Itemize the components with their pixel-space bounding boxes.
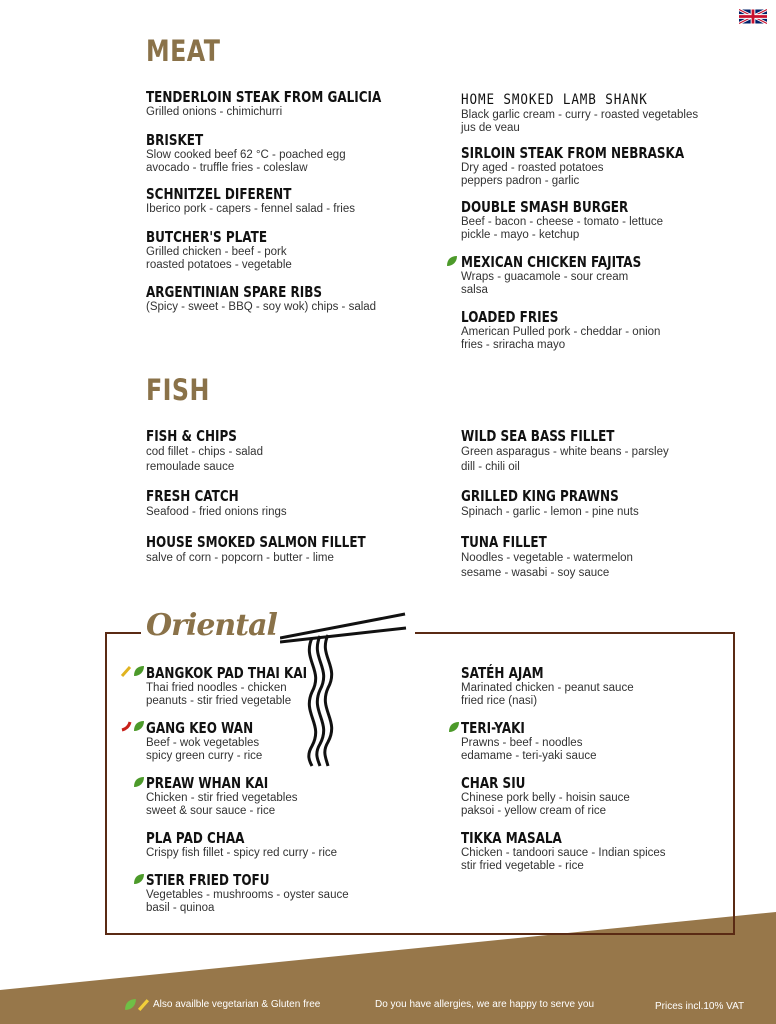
section-title-oriental: Oriental: [146, 608, 277, 643]
vegetarian-leaf-icon: [446, 255, 458, 267]
vegetarian-leaf-icon: [133, 665, 145, 677]
item-name: PREAW WHAN KAI: [146, 774, 269, 792]
item-name: STIER FRIED TOFU: [146, 871, 270, 889]
section-title-meat: MEAT: [146, 34, 221, 68]
item-desc: salve of corn - popcorn - butter - lime: [146, 552, 334, 564]
vegetarian-leaf-icon: [124, 998, 137, 1011]
menu-item: [146, 488, 456, 520]
item-name: HOME SMOKED LAMB SHANK: [461, 92, 648, 108]
menu-item: [146, 872, 456, 915]
menu-item: [146, 720, 456, 763]
item-name: CHAR SIU: [461, 774, 526, 792]
menu-item: [146, 284, 456, 314]
item-name: LOADED FRIES: [461, 308, 559, 326]
item-desc: Spinach - garlic - lemon - pine nuts: [461, 506, 639, 518]
menu-item: [146, 534, 456, 566]
vegetarian-leaf-icon: [133, 776, 145, 788]
menu-item: [146, 428, 456, 475]
item-desc: paksoi - yellow cream of rice: [461, 805, 607, 817]
item-name: SIRLOIN STEAK FROM NEBRASKA: [461, 144, 685, 162]
item-name: HOUSE SMOKED SALMON FILLET: [146, 533, 366, 551]
item-name: TERI-YAKI: [461, 719, 525, 737]
item-desc: Vegetables - mushrooms - oyster sauce: [146, 889, 349, 901]
item-name: SCHNITZEL DIFERENT: [146, 185, 292, 203]
item-desc: remoulade sauce: [146, 461, 235, 473]
item-desc: American Pulled pork - cheddar - onion: [461, 326, 661, 338]
item-name: MEXICAN CHICKEN FAJITAS: [461, 253, 642, 271]
item-desc: Black garlic cream - curry - roasted vegetables: [461, 109, 699, 121]
menu-item: [146, 775, 456, 818]
menu-item: [461, 830, 771, 873]
menu-item: [146, 665, 456, 708]
menu-item: [461, 488, 771, 520]
item-desc: Prawns - beef - noodles: [461, 737, 583, 749]
item-name: TENDERLOIN STEAK FROM GALICIA: [146, 88, 382, 106]
menu-item: [146, 89, 456, 119]
item-desc: pickle - mayo - ketchup: [461, 229, 580, 241]
item-desc: Green asparagus - white beans - parsley: [461, 446, 669, 458]
item-desc: Seafood - fried onions rings: [146, 506, 287, 518]
item-desc: basil - quinoa: [146, 902, 215, 914]
item-desc: Chinese pork belly - hoisin sauce: [461, 792, 630, 804]
gluten-free-wheat-icon: [120, 665, 132, 677]
item-name: FRESH CATCH: [146, 487, 239, 505]
item-name: PLA PAD CHAA: [146, 829, 245, 847]
footer-price-note: Prices incl.10% VAT: [655, 1001, 745, 1012]
item-desc: sesame - wasabi - soy sauce: [461, 567, 610, 579]
menu-item: [146, 229, 456, 272]
item-desc: Dry aged - roasted potatoes: [461, 162, 604, 174]
menu-item: [461, 92, 771, 135]
item-name: WILD SEA BASS FILLET: [461, 427, 615, 445]
menu-item: [461, 775, 771, 818]
item-desc: salsa: [461, 284, 488, 296]
item-name: BUTCHER'S PLATE: [146, 228, 268, 246]
item-desc: Beef - bacon - cheese - tomato - lettuce: [461, 216, 663, 228]
oriental-frame-top-left: [105, 632, 141, 634]
item-name: DOUBLE SMASH BURGER: [461, 198, 629, 216]
menu-item: [461, 145, 771, 188]
item-desc: jus de veau: [461, 122, 520, 134]
item-desc: Iberico pork - capers - fennel salad - fries: [146, 203, 356, 215]
item-desc: peppers padron - garlic: [461, 175, 580, 187]
item-name: BRISKET: [146, 131, 204, 149]
menu-item: [461, 534, 771, 581]
menu-item: [461, 665, 771, 708]
item-desc: Beef - wok vegetables: [146, 737, 260, 749]
menu-item: [461, 199, 771, 242]
item-desc: stir fried vegetable - rice: [461, 860, 584, 872]
item-desc: peanuts - stir fried vegetable: [146, 695, 292, 707]
item-desc: Wraps - guacamole - sour cream: [461, 271, 629, 283]
spicy-chili-icon: [120, 720, 132, 732]
vegetarian-leaf-icon: [133, 720, 145, 732]
uk-flag-icon[interactable]: [739, 8, 767, 25]
footer-allergy-note: Do you have allergies, we are happy to serve you: [375, 999, 595, 1010]
item-name: SATÉH AJAM: [461, 664, 544, 682]
vegetarian-leaf-icon: [133, 873, 145, 885]
oriental-frame-top-right: [415, 632, 735, 634]
menu-item: [146, 186, 456, 216]
item-desc: roasted potatoes - vegetable: [146, 259, 292, 271]
item-desc: Noodles - vegetable - watermelon: [461, 552, 633, 564]
item-name: TIKKA MASALA: [461, 829, 562, 847]
item-desc: Crispy fish fillet - spicy red curry - rice: [146, 847, 338, 859]
item-desc: Chicken - tandoori sauce - Indian spices: [461, 847, 666, 859]
vegetarian-leaf-icon: [448, 721, 460, 733]
section-title-fish: FISH: [146, 373, 210, 407]
item-desc: fries - sriracha mayo: [461, 339, 566, 351]
gluten-free-wheat-icon: [137, 998, 150, 1011]
item-desc: (Spicy - sweet - BBQ - soy wok) chips - salad: [146, 301, 377, 313]
item-name: GRILLED KING PRAWNS: [461, 487, 619, 505]
item-desc: Chicken - stir fried vegetables: [146, 792, 298, 804]
item-desc: sweet & sour sauce - rice: [146, 805, 276, 817]
item-desc: spicy green curry - rice: [146, 750, 263, 762]
menu-item: [461, 254, 771, 297]
item-name: ARGENTINIAN SPARE RIBS: [146, 283, 323, 301]
item-desc: Marinated chicken - peanut sauce: [461, 682, 634, 694]
item-desc: Grilled onions - chimichurri: [146, 106, 283, 118]
item-desc: Slow cooked beef 62 °C - poached egg: [146, 149, 346, 161]
item-desc: cod fillet - chips - salad: [146, 446, 263, 458]
item-name: GANG KEO WAN: [146, 719, 254, 737]
item-desc: Grilled chicken - beef - pork: [146, 246, 287, 258]
item-desc: edamame - teri-yaki sauce: [461, 750, 597, 762]
item-desc: dill - chili oil: [461, 461, 520, 473]
item-name: TUNA FILLET: [461, 533, 547, 551]
item-desc: avocado - truffle fries - coleslaw: [146, 162, 308, 174]
item-desc: Thai fried noodles - chicken: [146, 682, 287, 694]
menu-item: [146, 132, 456, 175]
footer-veg-note: Also availble vegetarian & Gluten free: [153, 999, 321, 1010]
item-desc: fried rice (nasi): [461, 695, 538, 707]
menu-item: [461, 428, 771, 475]
menu-item: [461, 309, 771, 352]
item-name: BANGKOK PAD THAI KAI: [146, 664, 308, 682]
item-name: FISH & CHIPS: [146, 427, 237, 445]
menu-item: [461, 720, 771, 763]
menu-item: [146, 830, 456, 860]
